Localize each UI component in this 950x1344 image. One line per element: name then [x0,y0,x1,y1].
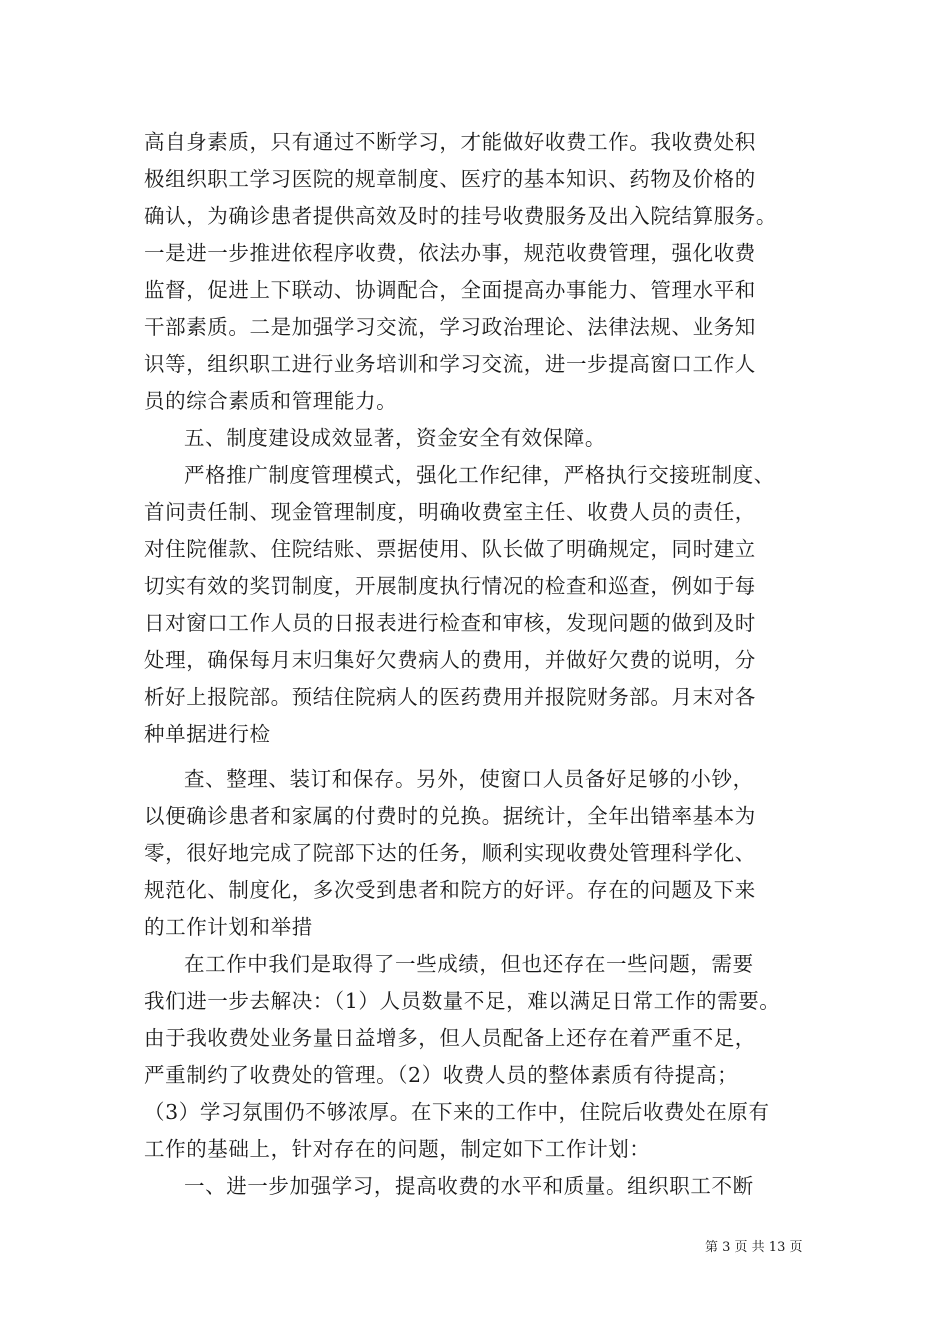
text-line: 严重制约了收费处的管理。（2）收费人员的整体素质有待提高； [144,1063,739,1087]
text-line: 的工作计划和举措 [144,915,313,939]
text-line: 处理，确保每月末归集好欠费病人的费用，并做好欠费的说明，分 [144,648,756,672]
section-heading: 五、制度建设成效显著，资金安全有效保障。 [184,426,606,450]
text-line: 零，很好地完成了院部下达的任务，顺利实现收费处管理科学化、 [144,841,756,865]
paragraph-start-line: 在工作中我们是取得了一些成绩，但也还存在一些问题，需要 [184,952,754,976]
paragraph-start-line: 一、进一步加强学习，提高收费的水平和质量。组织职工不断 [184,1174,754,1198]
text-line: 监督，促进上下联动、协调配合，全面提高办事能力、管理水平和 [144,278,756,302]
text-line: 一是进一步推进依程序收费，依法办事，规范收费管理，强化收费 [144,241,756,265]
text-line: 切实有效的奖罚制度，开展制度执行情况的检查和巡查，例如于每 [144,574,756,598]
text-line: 确认，为确诊患者提供高效及时的挂号收费服务及出入院结算服务。 [144,204,777,228]
text-line: 首问责任制、现金管理制度，明确收费室主任、收费人员的责任， [144,500,756,524]
text-line: 干部素质。二是加强学习交流，学习政治理论、法律法规、业务知 [144,315,756,339]
text-line: 由于我收费处业务量日益增多，但人员配备上还存在着严重不足， [144,1026,756,1050]
text-line: 种单据进行检 [144,722,271,746]
text-line: 析好上报院部。预结住院病人的医药费用并报院财务部。月末对各 [144,685,756,709]
paragraph-start-line: 严格推广制度管理模式，强化工作纪律，严格执行交接班制度、 [184,463,775,487]
text-line: 我们进一步去解决：（1）人员数量不足，难以满足日常工作的需要。 [144,989,781,1013]
text-line: 以便确诊患者和家属的付费时的兑换。据统计，全年出错率基本为 [144,804,756,828]
text-line: 员的综合素质和管理能力。 [144,389,398,413]
text-line: （3）学习氛围仍不够浓厚。在下来的工作中，住院后收费处在原有 [144,1100,770,1124]
text-line: 极组织职工学习医院的规章制度、医疗的基本知识、药物及价格的 [144,167,756,191]
text-line: 对住院催款、住院结账、票据使用、队长做了明确规定，同时建立 [144,537,756,561]
paragraph-start-line: 查、整理、装订和保存。另外，使窗口人员备好足够的小钞， [184,767,754,791]
page-number: 第 3 页 共 13 页 [705,1240,803,1255]
text-line: 日对窗口工作人员的日报表进行检查和审核，发现问题的做到及时 [144,611,756,635]
text-line: 高自身素质，只有通过不断学习，才能做好收费工作。我收费处积 [144,130,756,154]
text-line: 工作的基础上，针对存在的问题，制定如下工作计划： [144,1137,651,1161]
text-line: 识等，组织职工进行业务培训和学习交流，进一步提高窗口工作人 [144,352,756,376]
text-line: 规范化、制度化，多次受到患者和院方的好评。存在的问题及下来 [144,878,756,902]
